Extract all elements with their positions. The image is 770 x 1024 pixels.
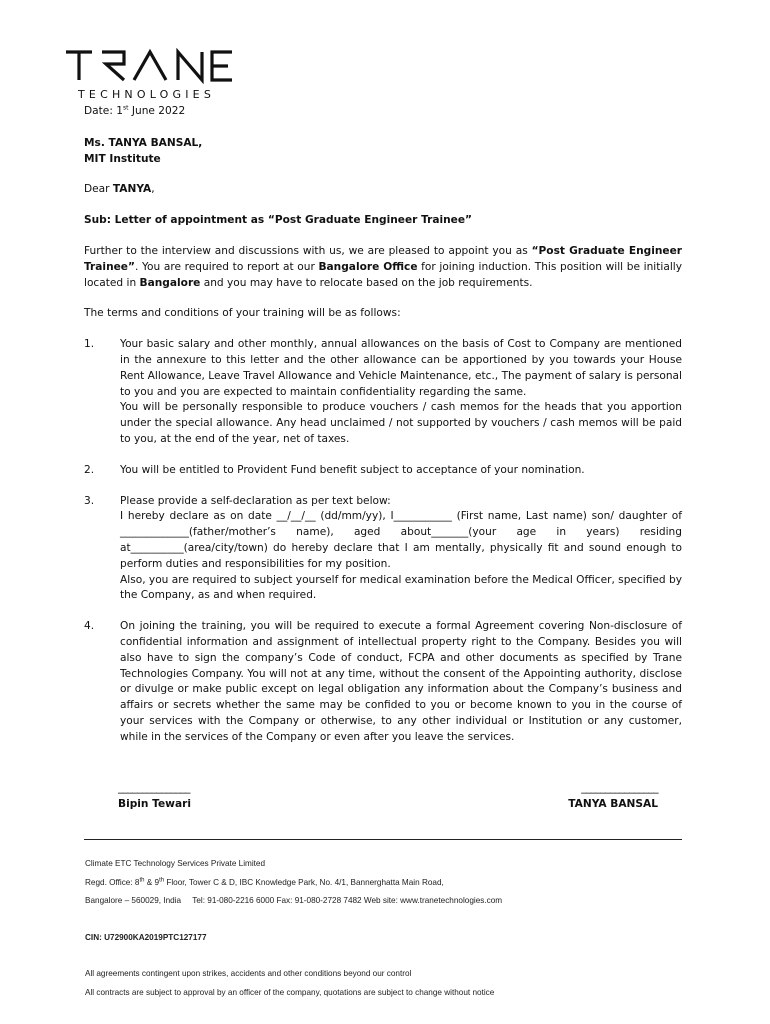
letter-date: Date: 1st June 2022 xyxy=(84,104,186,117)
footer-office: Regd. Office: 8th & 9th Floor, Tower C & D, IBC Knowledge Park, No. 4/1, Bannerghatta Main Road, xyxy=(85,877,444,887)
footer-note-1: All agreements contingent upon strikes, accidents and other conditions beyond our control xyxy=(85,969,412,978)
footer-divider xyxy=(84,839,682,840)
signature-right: ________________ TANYA BANSAL xyxy=(568,782,658,810)
intro-paragraph: Further to the interview and discussions with us, we are pleased to appoint you as “Post Graduate Engineer Trainee”. You are required to report at our Bangalore Office for joining induction. This position will be initially located in Bangalore and you may have to relocate based on the job requirements. xyxy=(84,244,682,289)
footer-note-2: All contracts are subject to approval by an officer of the company, quotations are subject to change without notice xyxy=(85,988,495,997)
subject-line: Sub: Letter of appointment as “Post Graduate Engineer Trainee” xyxy=(84,214,473,227)
terms-list xyxy=(84,337,682,745)
term-item: 2. You will be entitled to Provident Fund benefit subject to acceptance of your nomination. xyxy=(84,463,585,476)
term-item: 4. On joining the training, you will be required to execute a formal Agreement covering Non-disclosure of confidential information and assignment of intellectual property right to the Company. Besides you will also have to sign the company’s Code of conduct, FCPA and other documents as specified by Trane Technologies Company. You will not at any time, without the consent of the Appointing authority, disclose or divulge or make public except on legal obligation any information about the Company’s business and affairs or secrets whether the same may be confided to you or become known to you in the course of your services with the Company or otherwise, to any other individual or Institution or any customer, while in the services of the Company or even after you leave the services. xyxy=(84,620,682,743)
term-item: 3. Please provide a self-declaration as per text below: I hereby declare as on date __/__/__ (dd/mm/yy), I___________ (First name, Last name) son/ daughter of _____________(father/mother’s name), aged about_______(your age in years) residing at__________(area/city/town) do hereby declare that I am mentally, physically fit and sound enough to perform duties and responsibilities for my position. Also, you are required to subject yourself for medical examination before the Medical Officer, specified by the Company, as and when required. xyxy=(84,494,682,602)
trane-logo xyxy=(66,48,236,101)
signature-left: _______________ Bipin Tewari xyxy=(118,782,191,810)
recipient-signature-name: TANYA BANSAL xyxy=(568,798,658,810)
recipient-name: Ms. TANYA BANSAL, xyxy=(84,136,203,149)
term-item: 1. Your basic salary and other monthly, annual allowances on the basis of Cost to Company are mentioned in the annexure to this letter and the other allowance can be apportioned by you towards your House Rent Allowance, Leave Travel Allowance and Vehicle Maintenance, etc., The payment of salary is personal to you and you are expected to maintain confidentiality regarding the same. You will be personally responsible to produce vouchers / cash memos for the heads that you apportion under the special allowance. Any head unclaimed / not supported by vouchers / cash memos will be paid to you, at the end of the year, net of taxes. xyxy=(84,338,682,445)
footer-company: Climate ETC Technology Services Private Limited xyxy=(85,859,266,868)
footer-contact: Bangalore – 560029, India Tel: 91-080-2216 6000 Fax: 91-080-2728 7482 Web site: www.tranetechnologies.com xyxy=(85,896,503,905)
letter-body xyxy=(84,104,682,761)
recipient-org: MIT Institute xyxy=(84,152,161,165)
terms-heading: The terms and conditions of your training will be as follows: xyxy=(84,307,401,320)
salutation: Dear TANYA, xyxy=(84,183,155,196)
footer-cin: CIN: U72900KA2019PTC127177 xyxy=(85,933,207,942)
signatory-name: Bipin Tewari xyxy=(118,798,191,810)
trane-wordmark-icon xyxy=(66,48,232,84)
logo-subtitle: TECHNOLOGIES xyxy=(78,88,216,101)
